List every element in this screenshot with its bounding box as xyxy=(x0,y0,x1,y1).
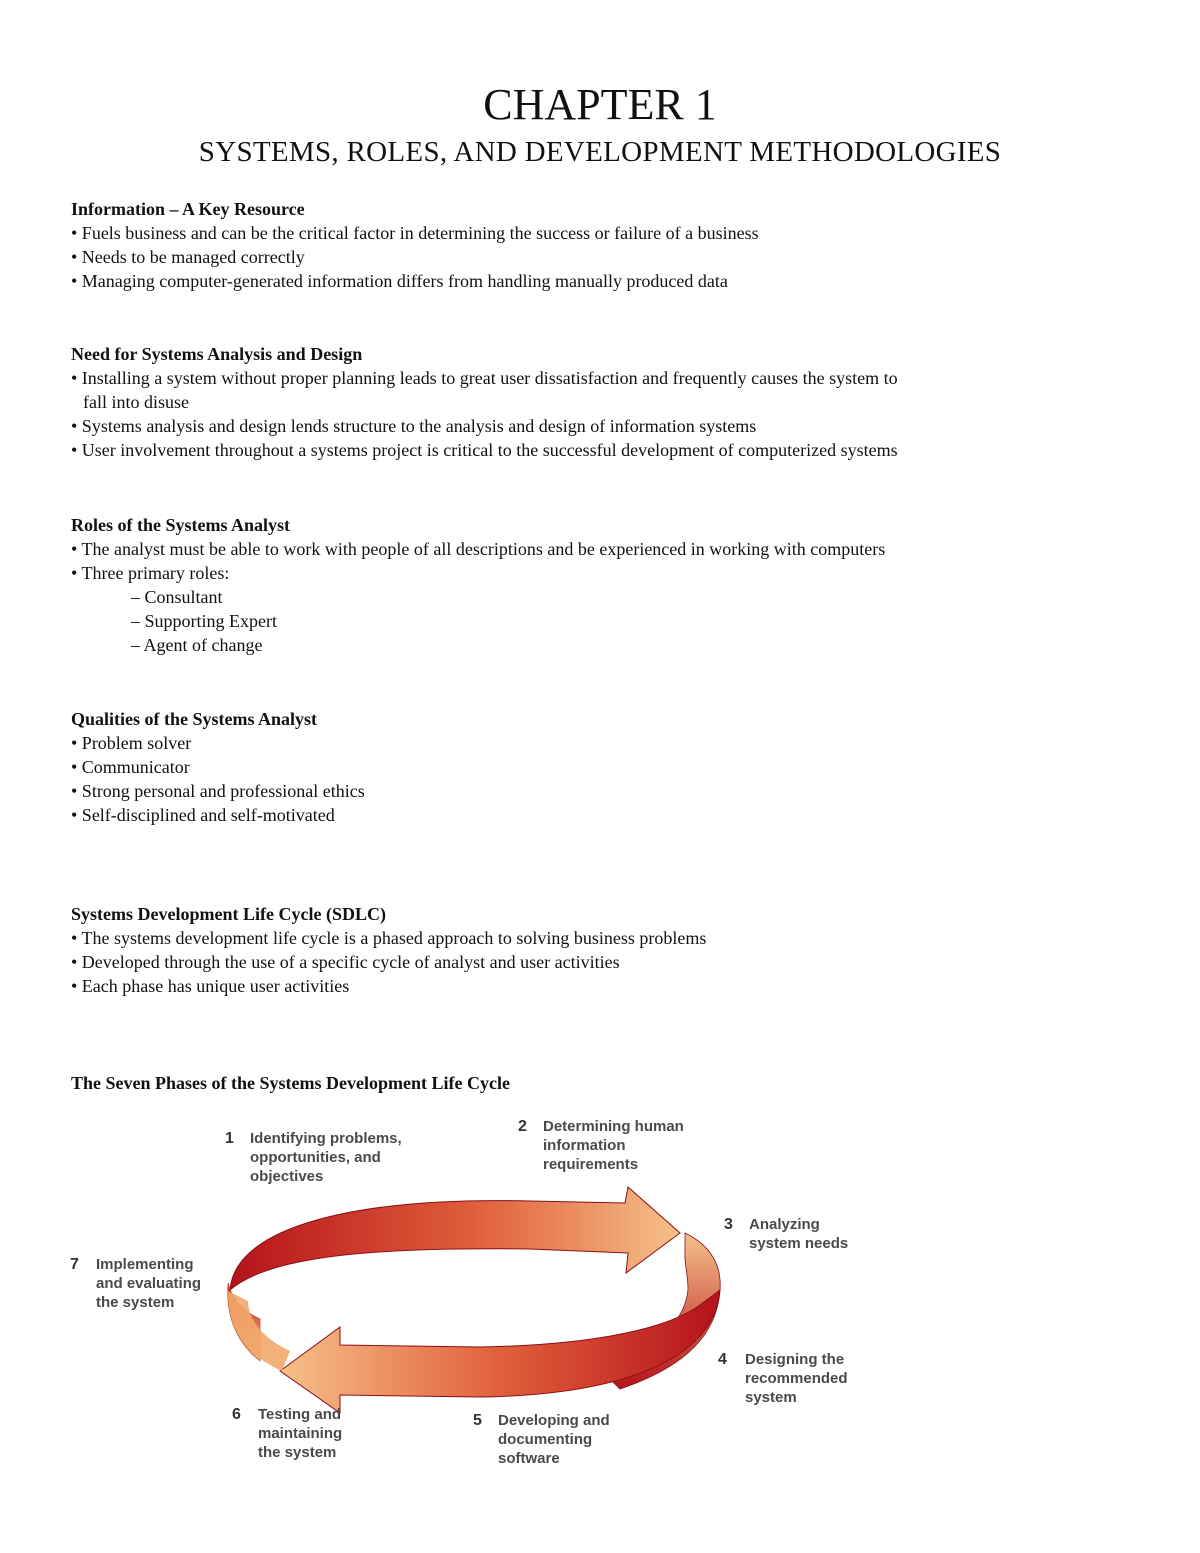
list-item: • Self-disciplined and self-motivated xyxy=(71,805,335,825)
section-heading: Systems Development Life Cycle (SDLC) xyxy=(71,904,386,924)
section-heading: Roles of the Systems Analyst xyxy=(71,515,290,535)
phase-label-line: software xyxy=(498,1450,560,1467)
section-qualities xyxy=(71,707,1131,827)
phase-label-line: maintaining xyxy=(258,1425,343,1442)
phase-label-line: Determining human xyxy=(543,1118,684,1135)
phase-label-line: Developing and xyxy=(498,1412,610,1429)
list-item: • The analyst must be able to work with people of all descriptions and be experienced in working with computers xyxy=(71,539,886,559)
list-item: • Each phase has unique user activities xyxy=(71,976,350,996)
sub-list-item: – Consultant xyxy=(131,587,223,607)
phase-label-line: Designing the xyxy=(745,1351,845,1368)
sdlc-cycle-svg xyxy=(60,1105,880,1475)
phase-label-line: Analyzing xyxy=(749,1216,820,1233)
section-heading: Qualities of the Systems Analyst xyxy=(71,709,318,729)
phase-label-line: Identifying problems, xyxy=(250,1130,402,1147)
phase-label-line: system needs xyxy=(749,1235,849,1252)
phase-label-line: system xyxy=(745,1389,797,1406)
list-item-continuation: fall into disuse xyxy=(83,392,189,412)
phase-label-line: requirements xyxy=(543,1156,639,1173)
section-heading: Need for Systems Analysis and Design xyxy=(71,344,363,364)
section-heading: Information – A Key Resource xyxy=(71,199,305,219)
chapter-title: CHAPTER 1 xyxy=(483,80,717,129)
list-item: • Needs to be managed correctly xyxy=(71,247,305,267)
section-information xyxy=(71,197,1131,293)
list-item: • The systems development life cycle is a phased approach to solving business problems xyxy=(71,928,707,948)
phase-label-line: objectives xyxy=(250,1168,324,1185)
phase-label-line: opportunities, and xyxy=(250,1149,381,1166)
phase-label-line: Implementing xyxy=(96,1256,194,1273)
sub-list-item: – Supporting Expert xyxy=(131,611,277,631)
list-item: • Installing a system without proper planning leads to great user dissatisfaction and frequently causes the system to xyxy=(71,368,898,388)
phase-label-line: information xyxy=(543,1137,626,1154)
list-item: • Communicator xyxy=(71,757,190,777)
phase-number: 1 xyxy=(225,1130,234,1147)
phase-number: 5 xyxy=(473,1412,482,1429)
section-heading: The Seven Phases of the Systems Development Life Cycle xyxy=(71,1073,510,1093)
list-item: • Managing computer-generated information differs from handling manually produced data xyxy=(71,271,728,291)
section-roles xyxy=(71,513,1131,657)
section-seven-phases xyxy=(71,1071,1131,1095)
phase-number: 6 xyxy=(232,1406,241,1423)
phase-number: 2 xyxy=(518,1118,527,1135)
bullet-list xyxy=(71,537,1131,657)
phase-label-line: the system xyxy=(96,1294,175,1311)
list-item: • Systems analysis and design lends structure to the analysis and design of information systems xyxy=(71,416,757,436)
bullet-list xyxy=(71,731,1131,827)
phase-label-line: Testing and xyxy=(258,1406,342,1423)
list-item: • Fuels business and can be the critical factor in determining the success or failure of a business xyxy=(71,223,759,243)
cycle-arrow-bottom xyxy=(280,1290,720,1413)
phase-label-line: and evaluating xyxy=(96,1275,202,1292)
bullet-list xyxy=(71,926,1131,998)
list-item: • Developed through the use of a specific cycle of analyst and user activities xyxy=(71,952,620,972)
chapter-subtitle: SYSTEMS, ROLES, AND DEVELOPMENT METHODOLOGIES xyxy=(198,136,1002,168)
phase-number: 3 xyxy=(724,1216,733,1233)
list-item: • Three primary roles: xyxy=(71,563,230,583)
sub-list-item: – Agent of change xyxy=(131,635,263,655)
list-item: • User involvement throughout a systems project is critical to the successful development of computerized systems xyxy=(71,440,898,460)
phase-number: 4 xyxy=(718,1351,727,1368)
sdlc-cycle-diagram xyxy=(60,1105,880,1475)
list-item: • Problem solver xyxy=(71,733,192,753)
phase-label-line: recommended xyxy=(745,1370,848,1387)
list-item: • Strong personal and professional ethics xyxy=(71,781,365,801)
phase-number: 7 xyxy=(70,1256,79,1273)
section-sdlc xyxy=(71,902,1131,998)
bullet-list xyxy=(71,366,1131,462)
bullet-list xyxy=(71,221,1131,293)
phase-label-line: documenting xyxy=(498,1431,593,1448)
section-need-for-sad xyxy=(71,342,1131,462)
phase-label-line: the system xyxy=(258,1444,337,1461)
